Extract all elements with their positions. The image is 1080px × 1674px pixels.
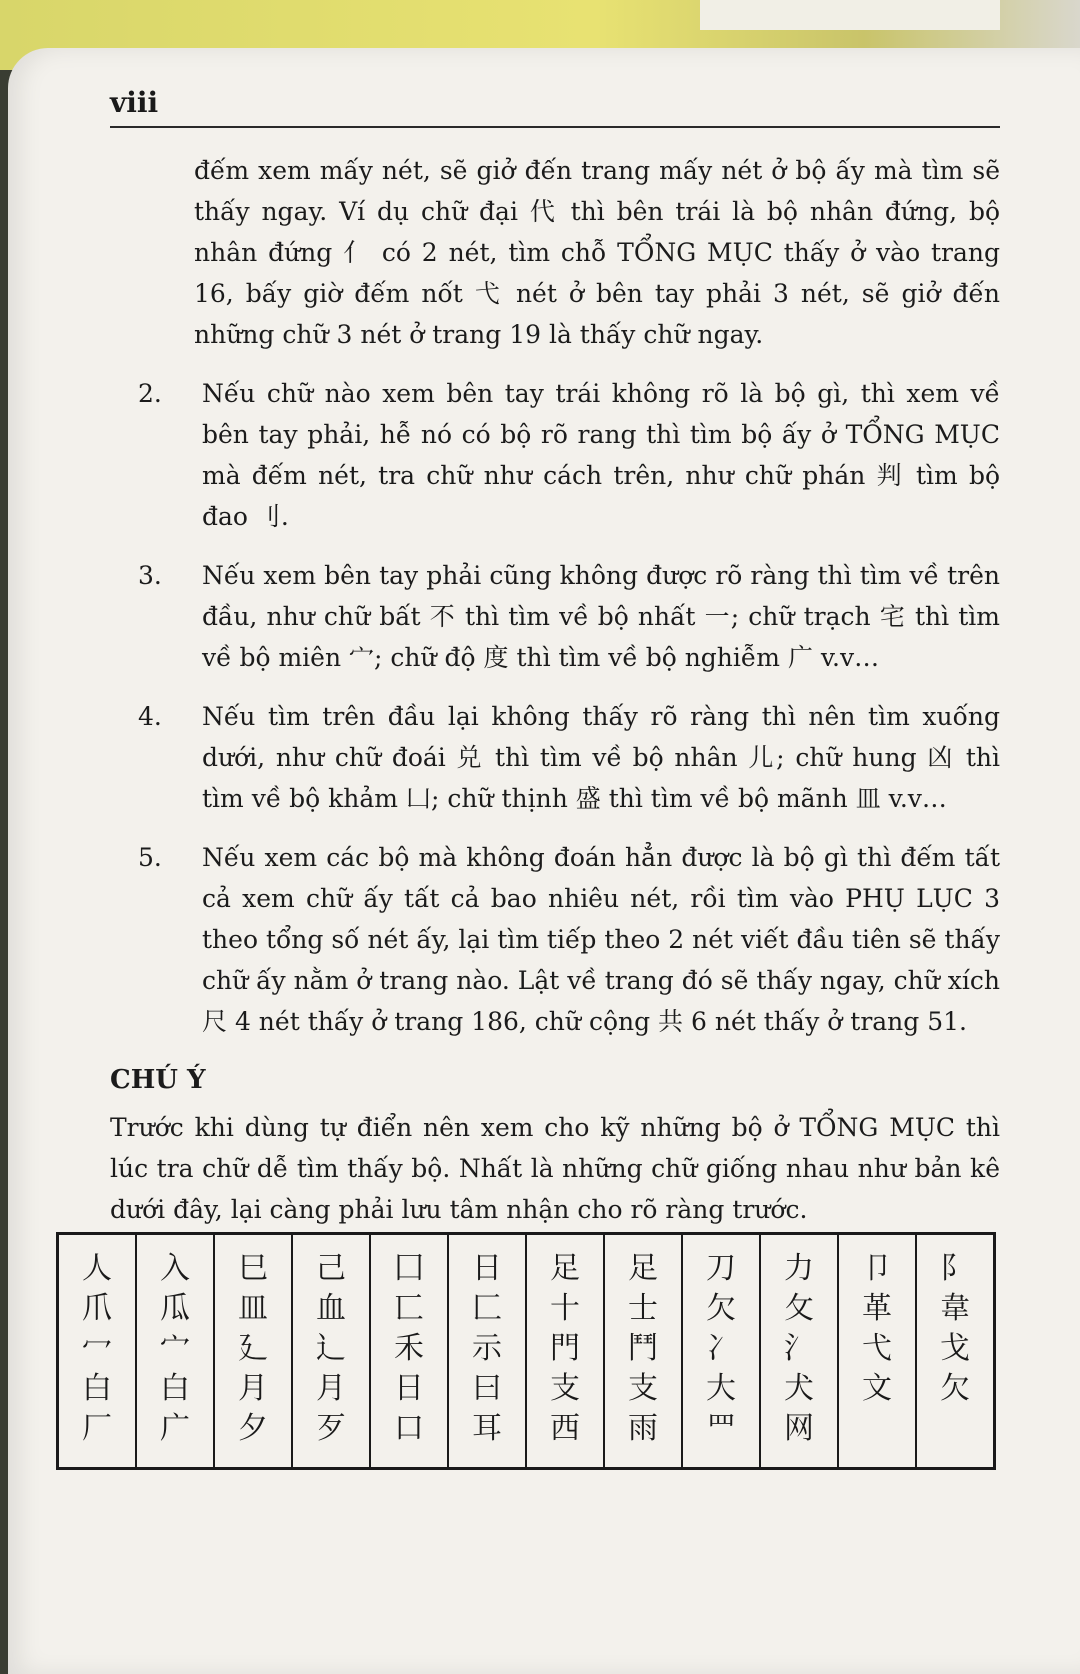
- table-cell: [292, 1234, 370, 1469]
- radical-glyph: 瓜: [160, 1291, 190, 1326]
- radical-glyph: 罒: [706, 1411, 736, 1446]
- radical-glyph: 白: [160, 1371, 190, 1406]
- radical-glyph: 囗: [394, 1251, 424, 1286]
- radical-glyph: 鬥: [628, 1331, 658, 1366]
- note-paragraph: Trước khi dùng tự điển nên xem cho kỹ những bộ ở TỔNG MỤC thì lúc tra chữ dễ tìm thấy bộ. Nhất là những chữ giống nhau như bản kê dưới đây, lại càng phải lưu tâm nhận cho rõ ràng trước.: [110, 1113, 1000, 1224]
- radical-glyph: 足: [550, 1251, 580, 1286]
- radical-glyph: 欠: [706, 1291, 736, 1326]
- radical-glyph: 宀: [160, 1331, 190, 1366]
- page-number: viii: [110, 86, 159, 119]
- table-cell: [58, 1234, 137, 1469]
- radical-glyph: 門: [550, 1331, 580, 1366]
- table-cell: [760, 1234, 838, 1469]
- list-text: Nếu tìm trên đầu lại không thấy rõ ràng thì nên tìm xuống dưới, như chữ đoái 兑 thì tìm về bộ nhân 儿; chữ hung 凶 thì tìm về bộ khảm 凵; chữ thịnh 盛 thì tìm về bộ mãnh 皿 v.v…: [202, 702, 1000, 813]
- radical-glyph: 廴: [238, 1331, 268, 1366]
- radical-glyph: 十: [550, 1291, 580, 1326]
- radical-glyph: 白: [82, 1371, 112, 1406]
- radical-glyph: 口: [394, 1411, 424, 1446]
- list-item: [110, 373, 1000, 537]
- radical-glyph: 西: [550, 1411, 580, 1446]
- radical-glyph: 入: [160, 1251, 190, 1286]
- list-text: Nếu chữ nào xem bên tay trái không rõ là bộ gì, thì xem về bên tay phải, hễ nó có bộ rõ rang thì tìm bộ ấy ở TỔNG MỤC mà đếm nét, tra chữ như cách trên, như chữ phán 判 tìm bộ đao 刂.: [202, 379, 1000, 531]
- table-cell: [838, 1234, 916, 1469]
- table-cell: [370, 1234, 448, 1469]
- radical-glyph: 血: [316, 1291, 346, 1326]
- table-cell: [526, 1234, 604, 1469]
- radical-glyph: 支: [628, 1371, 658, 1406]
- radical-glyph: 爪: [82, 1291, 112, 1326]
- radical-glyph: 网: [784, 1411, 814, 1446]
- radical-glyph: 文: [862, 1371, 892, 1406]
- radical-comparison-table: [56, 1232, 996, 1470]
- page-body: [110, 150, 1000, 1248]
- radical-glyph: 匸: [394, 1291, 424, 1326]
- radical-glyph: 韋: [940, 1291, 970, 1326]
- radical-glyph: 广: [160, 1411, 190, 1446]
- radical-glyph: 士: [628, 1291, 658, 1326]
- radical-glyph: 匚: [472, 1291, 502, 1326]
- radical-glyph: 大: [706, 1371, 736, 1406]
- radical-glyph: 月: [316, 1371, 346, 1406]
- table-row: [58, 1234, 995, 1469]
- list-item: [110, 555, 1000, 678]
- list-number: 3.: [138, 561, 162, 590]
- radical-glyph: 戈: [940, 1331, 970, 1366]
- radical-glyph: 阝: [940, 1251, 970, 1286]
- table-cell: [136, 1234, 214, 1469]
- radical-glyph: 厂: [82, 1411, 112, 1446]
- radical-glyph: 夕: [238, 1411, 268, 1446]
- radical-glyph: 示: [472, 1331, 502, 1366]
- radical-glyph: 耳: [472, 1411, 502, 1446]
- page-header: [110, 86, 1000, 128]
- radical-glyph: 曰: [472, 1371, 502, 1406]
- radical-glyph: 力: [784, 1251, 814, 1286]
- radical-glyph: 冖: [82, 1331, 112, 1366]
- radical-glyph: 足: [628, 1251, 658, 1286]
- radical-glyph: 日: [394, 1371, 424, 1406]
- table-cell: [214, 1234, 292, 1469]
- list-item: [110, 837, 1000, 1042]
- note-heading: CHÚ Ý: [110, 1065, 206, 1095]
- radical-glyph: 皿: [238, 1291, 268, 1326]
- book-edge: [700, 0, 1000, 30]
- radical-glyph: 禾: [394, 1331, 424, 1366]
- radical-glyph: 己: [316, 1251, 346, 1286]
- radical-glyph: 支: [550, 1371, 580, 1406]
- radical-glyph: 月: [238, 1371, 268, 1406]
- list-text: Nếu xem bên tay phải cũng không được rõ ràng thì tìm về trên đầu, như chữ bất 不 thì tìm về bộ nhất 一; chữ trạch 宅 thì tìm về bộ miên 宀; chữ độ 度 thì tìm về bộ nghiễm 广 v.v…: [202, 561, 1000, 672]
- radical-glyph: 刀: [706, 1251, 736, 1286]
- list-item: [110, 696, 1000, 819]
- radical-glyph: 雨: [628, 1411, 658, 1446]
- radical-glyph: 日: [472, 1251, 502, 1286]
- list-number: 4.: [138, 702, 162, 731]
- radical-glyph: 攵: [784, 1291, 814, 1326]
- radical-glyph: 辶: [316, 1331, 346, 1366]
- radical-glyph: 欠: [940, 1371, 970, 1406]
- radical-glyph: 巳: [238, 1251, 268, 1286]
- radical-glyph: 人: [82, 1251, 112, 1286]
- list-number: 2.: [138, 379, 162, 408]
- radical-glyph: 弋: [862, 1331, 892, 1366]
- table-cell: [916, 1234, 995, 1469]
- radical-glyph: 冫: [706, 1331, 736, 1366]
- list-number: 5.: [138, 843, 162, 872]
- table-cell: [682, 1234, 760, 1469]
- radical-glyph: 氵: [784, 1331, 814, 1366]
- table-cell: [604, 1234, 682, 1469]
- radical-glyph: 卩: [862, 1251, 892, 1286]
- radical-glyph: 歹: [316, 1411, 346, 1446]
- intro-paragraph: đếm xem mấy nét, sẽ giở đến trang mấy nét ở bộ ấy mà tìm sẽ thấy ngay. Ví dụ chữ đại 代 thì bên trái là bộ nhân đứng, bộ nhân đứng 亻 có 2 nét, tìm chỗ TỔNG MỤC thấy ở vào trang 16, bấy giờ đếm nốt 弋 nét ở bên tay phải 3 nét, sẽ giở đến những chữ 3 nét ở trang 19 là thấy chữ ngay.: [194, 156, 1000, 349]
- radical-glyph: 犬: [784, 1371, 814, 1406]
- list-text: Nếu xem các bộ mà không đoán hẳn được là bộ gì thì đếm tất cả xem chữ ấy tất cả bao nhiêu nét, rồi tìm vào PHỤ LỤC 3 theo tổng số nét ấy, lại tìm tiếp theo 2 nét viết đầu tiên sẽ thấy chữ ấy nằm ở trang nào. Lật về trang đó sẽ thấy ngay, chữ xích 尺 4 nét thấy ở trang 186, chữ cộng 共 6 nét thấy ở trang 51.: [202, 843, 1000, 1036]
- table-cell: [448, 1234, 526, 1469]
- radical-glyph: 革: [862, 1291, 892, 1326]
